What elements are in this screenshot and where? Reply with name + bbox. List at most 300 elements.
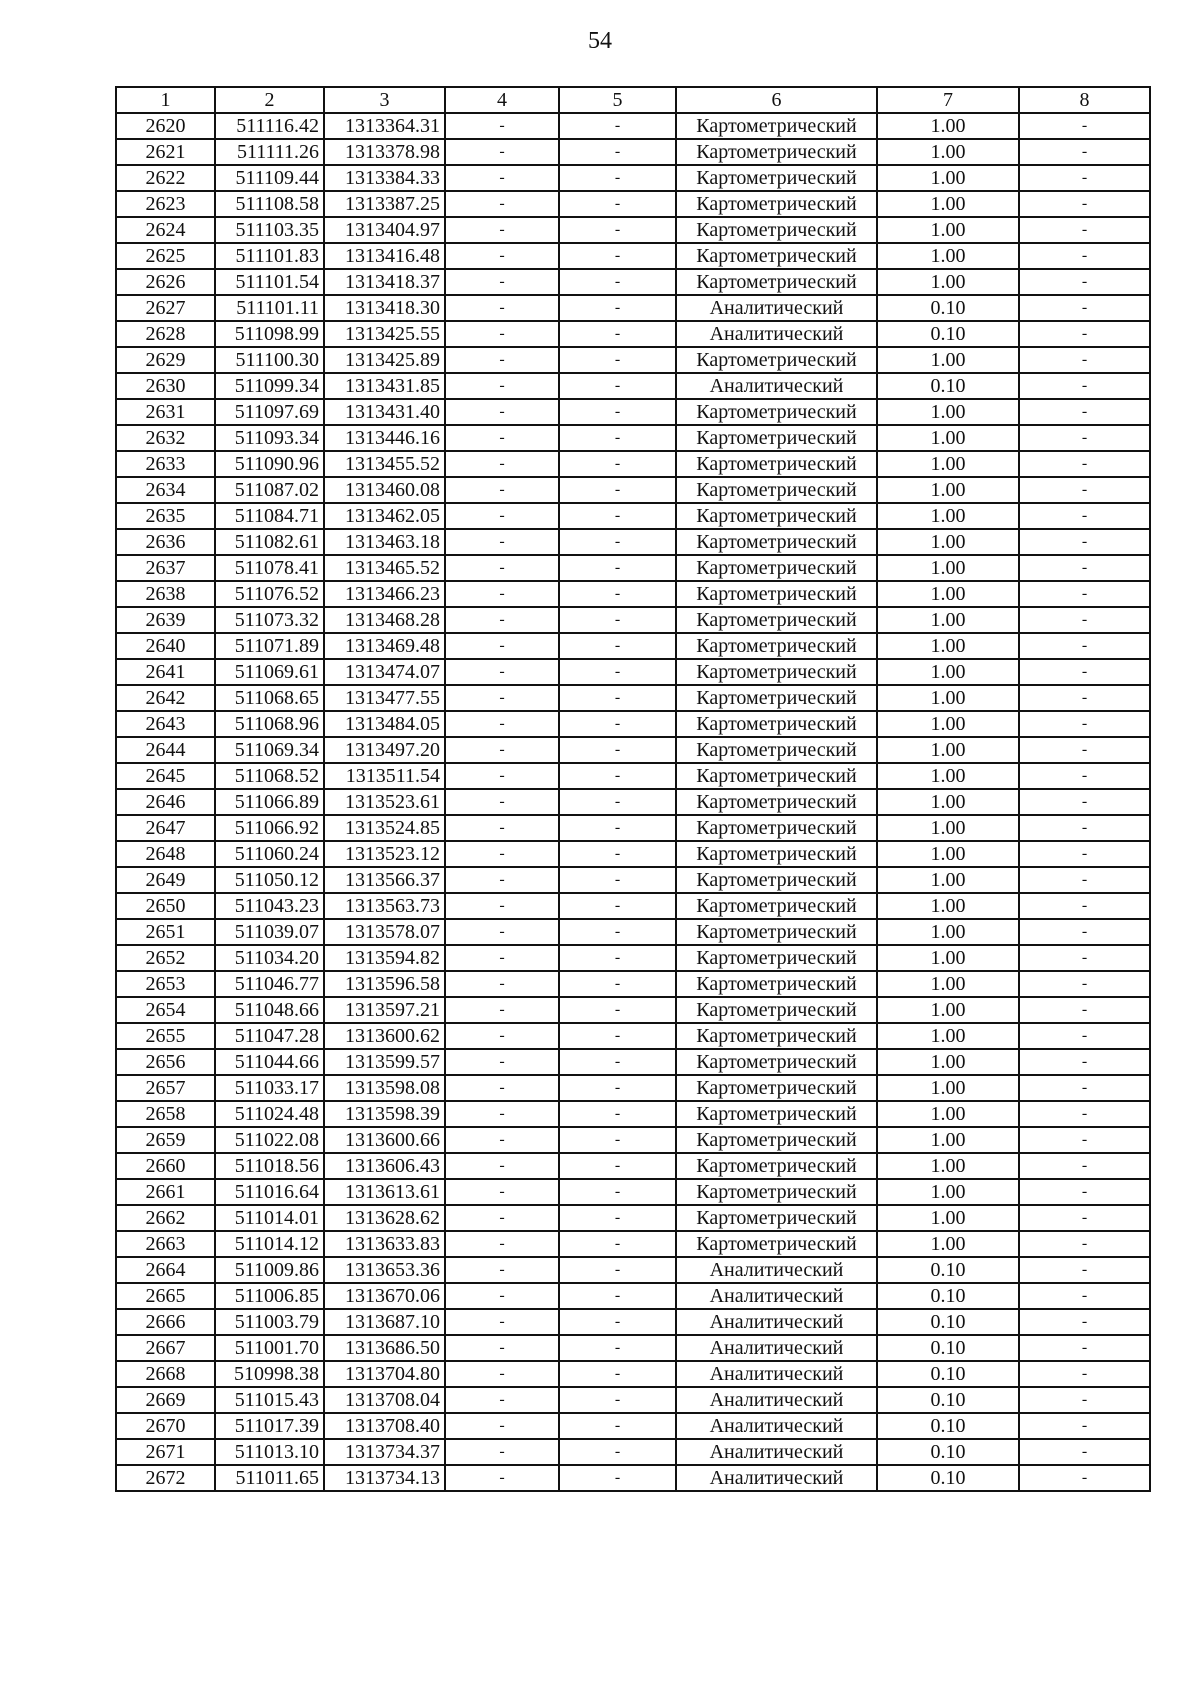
cell-col-5: - <box>559 737 676 763</box>
cell-x-coordinate: 511068.52 <box>215 763 324 789</box>
cell-accuracy: 1.00 <box>877 815 1019 841</box>
cell-point-number: 2627 <box>116 295 215 321</box>
cell-col-8: - <box>1019 1335 1150 1361</box>
table-row <box>116 1387 1150 1413</box>
cell-point-number: 2658 <box>116 1101 215 1127</box>
column-header-3: 3 <box>324 87 445 113</box>
cell-col-8: - <box>1019 1075 1150 1101</box>
cell-point-number: 2635 <box>116 503 215 529</box>
cell-col-5: - <box>559 1309 676 1335</box>
cell-accuracy: 1.00 <box>877 841 1019 867</box>
cell-col-5: - <box>559 529 676 555</box>
cell-col-4: - <box>445 1205 559 1231</box>
cell-point-number: 2637 <box>116 555 215 581</box>
cell-col-5: - <box>559 1387 676 1413</box>
cell-point-number: 2668 <box>116 1361 215 1387</box>
cell-col-5: - <box>559 425 676 451</box>
cell-col-8: - <box>1019 113 1150 139</box>
column-header-2: 2 <box>215 87 324 113</box>
cell-accuracy: 1.00 <box>877 425 1019 451</box>
cell-col-5: - <box>559 945 676 971</box>
table-row <box>116 1049 1150 1075</box>
cell-col-8: - <box>1019 659 1150 685</box>
cell-method: Картометрический <box>676 633 877 659</box>
cell-accuracy: 0.10 <box>877 1439 1019 1465</box>
cell-col-4: - <box>445 919 559 945</box>
cell-col-4: - <box>445 1153 559 1179</box>
cell-y-coordinate: 1313670.06 <box>324 1283 445 1309</box>
cell-col-5: - <box>559 1231 676 1257</box>
cell-y-coordinate: 1313613.61 <box>324 1179 445 1205</box>
cell-col-4: - <box>445 555 559 581</box>
column-header-6: 6 <box>676 87 877 113</box>
cell-x-coordinate: 511066.92 <box>215 815 324 841</box>
cell-accuracy: 1.00 <box>877 1179 1019 1205</box>
cell-point-number: 2642 <box>116 685 215 711</box>
column-header-7: 7 <box>877 87 1019 113</box>
cell-method: Картометрический <box>676 737 877 763</box>
table-row <box>116 113 1150 139</box>
cell-col-8: - <box>1019 1101 1150 1127</box>
table-row <box>116 841 1150 867</box>
cell-col-8: - <box>1019 1153 1150 1179</box>
cell-col-5: - <box>559 217 676 243</box>
cell-accuracy: 0.10 <box>877 1465 1019 1491</box>
cell-accuracy: 1.00 <box>877 555 1019 581</box>
cell-col-4: - <box>445 581 559 607</box>
cell-x-coordinate: 511043.23 <box>215 893 324 919</box>
cell-accuracy: 1.00 <box>877 113 1019 139</box>
cell-accuracy: 0.10 <box>877 1309 1019 1335</box>
cell-col-5: - <box>559 1101 676 1127</box>
cell-col-4: - <box>445 607 559 633</box>
cell-col-8: - <box>1019 997 1150 1023</box>
cell-col-5: - <box>559 581 676 607</box>
cell-method: Картометрический <box>676 191 877 217</box>
cell-col-5: - <box>559 1439 676 1465</box>
cell-col-4: - <box>445 1127 559 1153</box>
cell-col-5: - <box>559 1205 676 1231</box>
table-row <box>116 1231 1150 1257</box>
cell-col-5: - <box>559 919 676 945</box>
cell-col-5: - <box>559 1413 676 1439</box>
cell-y-coordinate: 1313594.82 <box>324 945 445 971</box>
cell-x-coordinate: 511099.34 <box>215 373 324 399</box>
cell-method: Картометрический <box>676 945 877 971</box>
cell-col-8: - <box>1019 477 1150 503</box>
cell-col-8: - <box>1019 1283 1150 1309</box>
cell-x-coordinate: 511111.26 <box>215 139 324 165</box>
cell-col-4: - <box>445 1361 559 1387</box>
table-row <box>116 477 1150 503</box>
cell-point-number: 2666 <box>116 1309 215 1335</box>
table-header-row <box>116 87 1150 113</box>
cell-x-coordinate: 511090.96 <box>215 451 324 477</box>
table-row <box>116 1361 1150 1387</box>
cell-y-coordinate: 1313466.23 <box>324 581 445 607</box>
cell-y-coordinate: 1313477.55 <box>324 685 445 711</box>
table-row <box>116 919 1150 945</box>
cell-col-4: - <box>445 1335 559 1361</box>
cell-point-number: 2661 <box>116 1179 215 1205</box>
cell-y-coordinate: 1313378.98 <box>324 139 445 165</box>
cell-y-coordinate: 1313597.21 <box>324 997 445 1023</box>
column-header-1: 1 <box>116 87 215 113</box>
cell-col-4: - <box>445 841 559 867</box>
cell-col-4: - <box>445 451 559 477</box>
cell-col-4: - <box>445 711 559 737</box>
cell-col-8: - <box>1019 1257 1150 1283</box>
cell-col-8: - <box>1019 867 1150 893</box>
table-row <box>116 165 1150 191</box>
cell-method: Картометрический <box>676 139 877 165</box>
cell-col-5: - <box>559 503 676 529</box>
cell-method: Картометрический <box>676 815 877 841</box>
table-row <box>116 867 1150 893</box>
table-row <box>116 1309 1150 1335</box>
cell-col-8: - <box>1019 1023 1150 1049</box>
cell-point-number: 2660 <box>116 1153 215 1179</box>
cell-col-8: - <box>1019 451 1150 477</box>
cell-col-4: - <box>445 945 559 971</box>
cell-method: Картометрический <box>676 399 877 425</box>
cell-x-coordinate: 511050.12 <box>215 867 324 893</box>
cell-point-number: 2657 <box>116 1075 215 1101</box>
cell-x-coordinate: 511018.56 <box>215 1153 324 1179</box>
cell-y-coordinate: 1313566.37 <box>324 867 445 893</box>
cell-method: Картометрический <box>676 841 877 867</box>
cell-col-4: - <box>445 1283 559 1309</box>
cell-x-coordinate: 511033.17 <box>215 1075 324 1101</box>
cell-x-coordinate: 511047.28 <box>215 1023 324 1049</box>
cell-y-coordinate: 1313734.37 <box>324 1439 445 1465</box>
table-row <box>116 1075 1150 1101</box>
cell-col-8: - <box>1019 347 1150 373</box>
cell-col-4: - <box>445 867 559 893</box>
cell-col-5: - <box>559 607 676 633</box>
cell-point-number: 2648 <box>116 841 215 867</box>
cell-col-8: - <box>1019 1049 1150 1075</box>
cell-x-coordinate: 511071.89 <box>215 633 324 659</box>
cell-col-8: - <box>1019 269 1150 295</box>
cell-col-5: - <box>559 1127 676 1153</box>
cell-x-coordinate: 511013.10 <box>215 1439 324 1465</box>
cell-accuracy: 1.00 <box>877 347 1019 373</box>
cell-col-8: - <box>1019 555 1150 581</box>
cell-col-5: - <box>559 373 676 399</box>
table-row <box>116 1153 1150 1179</box>
cell-method: Картометрический <box>676 529 877 555</box>
cell-col-5: - <box>559 1153 676 1179</box>
cell-col-5: - <box>559 269 676 295</box>
cell-col-5: - <box>559 139 676 165</box>
cell-y-coordinate: 1313734.13 <box>324 1465 445 1491</box>
cell-accuracy: 0.10 <box>877 321 1019 347</box>
table-row <box>116 685 1150 711</box>
cell-method: Картометрический <box>676 1153 877 1179</box>
cell-method: Аналитический <box>676 321 877 347</box>
cell-method: Картометрический <box>676 893 877 919</box>
table-row <box>116 529 1150 555</box>
cell-col-5: - <box>559 633 676 659</box>
cell-method: Картометрический <box>676 1231 877 1257</box>
table-row <box>116 789 1150 815</box>
cell-col-5: - <box>559 477 676 503</box>
table-row <box>116 451 1150 477</box>
cell-y-coordinate: 1313425.55 <box>324 321 445 347</box>
cell-x-coordinate: 511069.34 <box>215 737 324 763</box>
cell-col-8: - <box>1019 295 1150 321</box>
cell-col-4: - <box>445 165 559 191</box>
table-row <box>116 1439 1150 1465</box>
cell-y-coordinate: 1313431.85 <box>324 373 445 399</box>
cell-accuracy: 1.00 <box>877 659 1019 685</box>
cell-col-5: - <box>559 841 676 867</box>
cell-col-8: - <box>1019 139 1150 165</box>
cell-accuracy: 1.00 <box>877 945 1019 971</box>
cell-method: Картометрический <box>676 1075 877 1101</box>
cell-accuracy: 0.10 <box>877 295 1019 321</box>
table-row <box>116 893 1150 919</box>
cell-col-4: - <box>445 815 559 841</box>
cell-point-number: 2667 <box>116 1335 215 1361</box>
cell-x-coordinate: 511082.61 <box>215 529 324 555</box>
cell-accuracy: 1.00 <box>877 737 1019 763</box>
cell-y-coordinate: 1313463.18 <box>324 529 445 555</box>
cell-accuracy: 0.10 <box>877 1387 1019 1413</box>
cell-col-8: - <box>1019 1413 1150 1439</box>
cell-method: Картометрический <box>676 165 877 191</box>
cell-col-4: - <box>445 763 559 789</box>
cell-point-number: 2623 <box>116 191 215 217</box>
cell-accuracy: 0.10 <box>877 1283 1019 1309</box>
cell-col-5: - <box>559 243 676 269</box>
cell-point-number: 2624 <box>116 217 215 243</box>
cell-accuracy: 1.00 <box>877 243 1019 269</box>
cell-method: Аналитический <box>676 1335 877 1361</box>
cell-y-coordinate: 1313384.33 <box>324 165 445 191</box>
cell-point-number: 2620 <box>116 113 215 139</box>
cell-y-coordinate: 1313418.37 <box>324 269 445 295</box>
cell-accuracy: 1.00 <box>877 1231 1019 1257</box>
cell-col-4: - <box>445 789 559 815</box>
cell-y-coordinate: 1313596.58 <box>324 971 445 997</box>
cell-point-number: 2659 <box>116 1127 215 1153</box>
cell-x-coordinate: 511069.61 <box>215 659 324 685</box>
cell-col-4: - <box>445 373 559 399</box>
cell-x-coordinate: 511101.54 <box>215 269 324 295</box>
table-row <box>116 607 1150 633</box>
cell-col-8: - <box>1019 1205 1150 1231</box>
table-row <box>116 971 1150 997</box>
cell-x-coordinate: 511100.30 <box>215 347 324 373</box>
cell-col-8: - <box>1019 399 1150 425</box>
cell-method: Картометрический <box>676 243 877 269</box>
table-row <box>116 373 1150 399</box>
cell-col-8: - <box>1019 685 1150 711</box>
cell-accuracy: 1.00 <box>877 1023 1019 1049</box>
cell-x-coordinate: 511015.43 <box>215 1387 324 1413</box>
cell-col-5: - <box>559 763 676 789</box>
cell-accuracy: 1.00 <box>877 789 1019 815</box>
cell-col-4: - <box>445 425 559 451</box>
column-header-4: 4 <box>445 87 559 113</box>
cell-col-8: - <box>1019 165 1150 191</box>
cell-col-8: - <box>1019 425 1150 451</box>
cell-y-coordinate: 1313446.16 <box>324 425 445 451</box>
cell-point-number: 2650 <box>116 893 215 919</box>
cell-y-coordinate: 1313364.31 <box>324 113 445 139</box>
cell-point-number: 2656 <box>116 1049 215 1075</box>
cell-method: Картометрический <box>676 1205 877 1231</box>
cell-point-number: 2670 <box>116 1413 215 1439</box>
cell-x-coordinate: 511078.41 <box>215 555 324 581</box>
cell-col-4: - <box>445 1075 559 1101</box>
cell-method: Картометрический <box>676 1179 877 1205</box>
cell-x-coordinate: 511011.65 <box>215 1465 324 1491</box>
cell-method: Картометрический <box>676 113 877 139</box>
cell-x-coordinate: 511022.08 <box>215 1127 324 1153</box>
cell-x-coordinate: 511024.48 <box>215 1101 324 1127</box>
cell-col-4: - <box>445 347 559 373</box>
cell-accuracy: 1.00 <box>877 893 1019 919</box>
cell-method: Аналитический <box>676 373 877 399</box>
cell-col-5: - <box>559 1335 676 1361</box>
cell-accuracy: 0.10 <box>877 1413 1019 1439</box>
cell-point-number: 2662 <box>116 1205 215 1231</box>
table-row <box>116 1283 1150 1309</box>
cell-y-coordinate: 1313600.62 <box>324 1023 445 1049</box>
cell-col-8: - <box>1019 503 1150 529</box>
table-body <box>116 113 1150 1491</box>
cell-accuracy: 1.00 <box>877 477 1019 503</box>
cell-point-number: 2638 <box>116 581 215 607</box>
cell-col-4: - <box>445 1023 559 1049</box>
cell-point-number: 2633 <box>116 451 215 477</box>
cell-col-4: - <box>445 139 559 165</box>
cell-accuracy: 1.00 <box>877 1075 1019 1101</box>
table-row <box>116 425 1150 451</box>
cell-point-number: 2654 <box>116 997 215 1023</box>
cell-y-coordinate: 1313598.08 <box>324 1075 445 1101</box>
cell-accuracy: 1.00 <box>877 763 1019 789</box>
cell-accuracy: 1.00 <box>877 633 1019 659</box>
cell-method: Картометрический <box>676 581 877 607</box>
cell-accuracy: 1.00 <box>877 139 1019 165</box>
cell-col-8: - <box>1019 607 1150 633</box>
cell-y-coordinate: 1313460.08 <box>324 477 445 503</box>
cell-x-coordinate: 511098.99 <box>215 321 324 347</box>
cell-y-coordinate: 1313708.40 <box>324 1413 445 1439</box>
cell-col-5: - <box>559 321 676 347</box>
cell-point-number: 2634 <box>116 477 215 503</box>
cell-point-number: 2647 <box>116 815 215 841</box>
cell-col-5: - <box>559 997 676 1023</box>
cell-y-coordinate: 1313465.52 <box>324 555 445 581</box>
table-row <box>116 1335 1150 1361</box>
cell-y-coordinate: 1313462.05 <box>324 503 445 529</box>
cell-y-coordinate: 1313628.62 <box>324 1205 445 1231</box>
cell-y-coordinate: 1313633.83 <box>324 1231 445 1257</box>
cell-y-coordinate: 1313606.43 <box>324 1153 445 1179</box>
cell-accuracy: 0.10 <box>877 1335 1019 1361</box>
cell-point-number: 2626 <box>116 269 215 295</box>
cell-y-coordinate: 1313511.54 <box>324 763 445 789</box>
cell-point-number: 2664 <box>116 1257 215 1283</box>
cell-col-8: - <box>1019 529 1150 555</box>
cell-method: Картометрический <box>676 919 877 945</box>
cell-accuracy: 1.00 <box>877 685 1019 711</box>
cell-accuracy: 1.00 <box>877 451 1019 477</box>
table-row <box>116 633 1150 659</box>
cell-point-number: 2641 <box>116 659 215 685</box>
cell-accuracy: 1.00 <box>877 711 1019 737</box>
cell-y-coordinate: 1313600.66 <box>324 1127 445 1153</box>
cell-col-4: - <box>445 269 559 295</box>
cell-col-4: - <box>445 1465 559 1491</box>
table-row <box>116 763 1150 789</box>
cell-point-number: 2639 <box>116 607 215 633</box>
cell-y-coordinate: 1313497.20 <box>324 737 445 763</box>
cell-y-coordinate: 1313474.07 <box>324 659 445 685</box>
cell-col-5: - <box>559 165 676 191</box>
cell-col-4: - <box>445 529 559 555</box>
cell-col-4: - <box>445 113 559 139</box>
cell-col-5: - <box>559 399 676 425</box>
cell-x-coordinate: 511034.20 <box>215 945 324 971</box>
cell-accuracy: 1.00 <box>877 1153 1019 1179</box>
cell-accuracy: 1.00 <box>877 269 1019 295</box>
cell-method: Картометрический <box>676 269 877 295</box>
cell-accuracy: 1.00 <box>877 1049 1019 1075</box>
cell-accuracy: 1.00 <box>877 191 1019 217</box>
cell-x-coordinate: 511039.07 <box>215 919 324 945</box>
cell-y-coordinate: 1313708.04 <box>324 1387 445 1413</box>
cell-col-5: - <box>559 685 676 711</box>
cell-accuracy: 1.00 <box>877 867 1019 893</box>
cell-accuracy: 1.00 <box>877 1101 1019 1127</box>
cell-col-4: - <box>445 1387 559 1413</box>
cell-col-4: - <box>445 191 559 217</box>
cell-col-8: - <box>1019 633 1150 659</box>
cell-col-4: - <box>445 321 559 347</box>
cell-x-coordinate: 511014.01 <box>215 1205 324 1231</box>
cell-x-coordinate: 511048.66 <box>215 997 324 1023</box>
cell-y-coordinate: 1313455.52 <box>324 451 445 477</box>
cell-accuracy: 1.00 <box>877 217 1019 243</box>
cell-point-number: 2640 <box>116 633 215 659</box>
cell-col-5: - <box>559 971 676 997</box>
cell-col-4: - <box>445 1049 559 1075</box>
cell-x-coordinate: 511044.66 <box>215 1049 324 1075</box>
cell-accuracy: 1.00 <box>877 607 1019 633</box>
cell-method: Картометрический <box>676 1127 877 1153</box>
cell-method: Аналитический <box>676 1309 877 1335</box>
cell-point-number: 2645 <box>116 763 215 789</box>
cell-col-8: - <box>1019 737 1150 763</box>
cell-col-4: - <box>445 1439 559 1465</box>
cell-col-5: - <box>559 789 676 815</box>
cell-accuracy: 1.00 <box>877 1205 1019 1231</box>
cell-y-coordinate: 1313524.85 <box>324 815 445 841</box>
table-row <box>116 191 1150 217</box>
cell-accuracy: 0.10 <box>877 1361 1019 1387</box>
cell-method: Картометрический <box>676 347 877 373</box>
cell-col-4: - <box>445 685 559 711</box>
cell-y-coordinate: 1313523.61 <box>324 789 445 815</box>
cell-col-8: - <box>1019 841 1150 867</box>
cell-col-4: - <box>445 893 559 919</box>
